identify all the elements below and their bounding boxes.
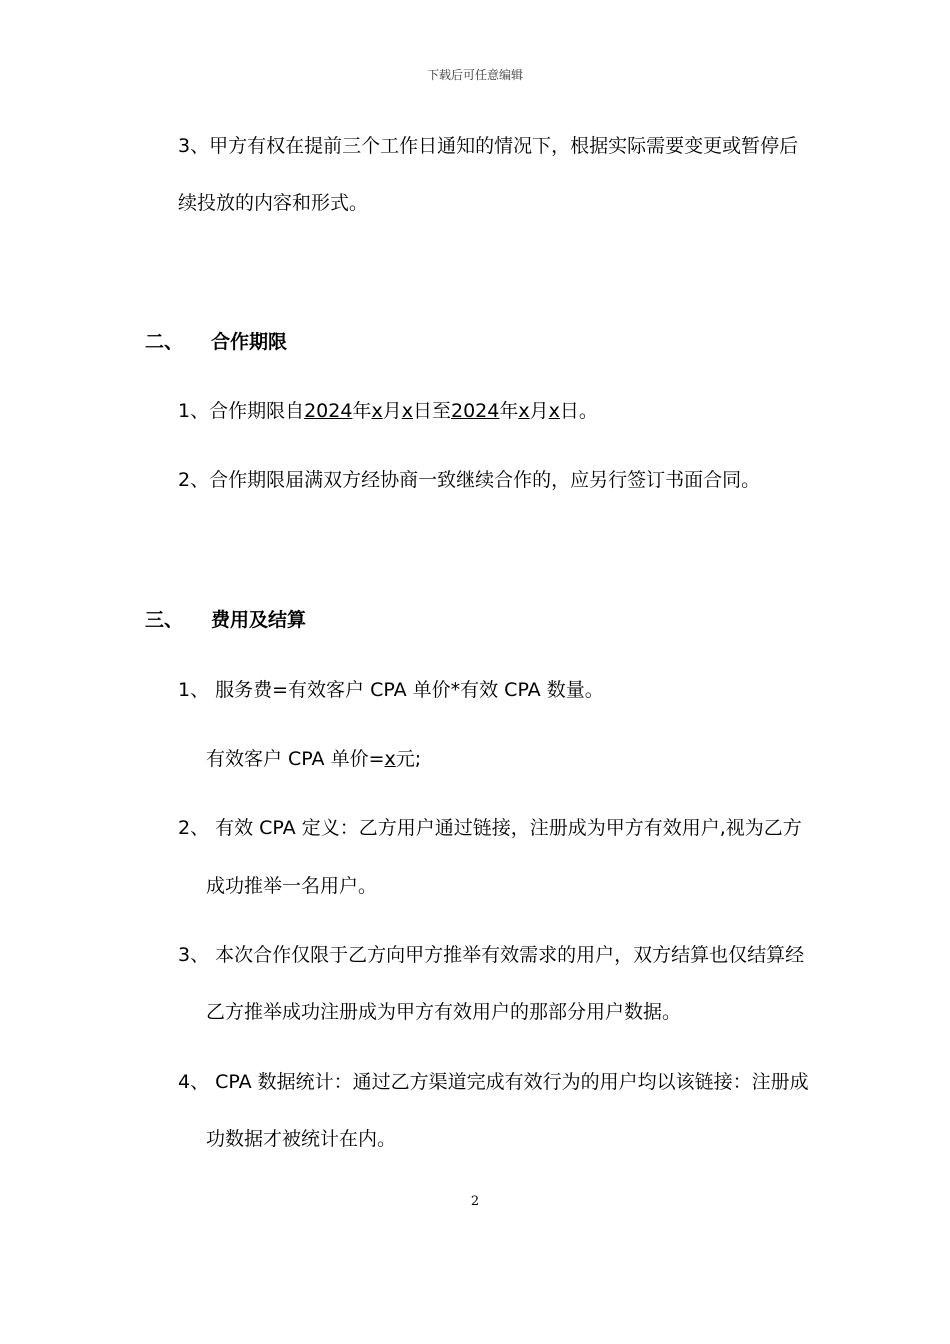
- term-prefix: 1、合作期限自: [178, 400, 305, 422]
- section-2-number: 二、: [145, 331, 184, 353]
- end-month: x: [518, 400, 530, 422]
- start-year: 2024: [304, 400, 353, 422]
- section-3-item-2-line2: 成功推举一名用户。: [206, 875, 378, 897]
- end-year-unit: 年: [499, 400, 519, 422]
- section-3-item-4-line2: 功数据才被统计在内。: [206, 1128, 397, 1150]
- section-3-item-2-line1: 2、 有效 CPA 定义：乙方用户通过链接，注册成为甲方有效用户,视为乙方: [178, 817, 802, 839]
- unit-price-value: x: [384, 748, 396, 770]
- section-2-title: 合作期限: [211, 331, 288, 353]
- section-3-title: 费用及结算: [211, 609, 307, 631]
- end-day-unit: 日。: [559, 400, 598, 422]
- start-month: x: [371, 400, 383, 422]
- section-3-item-4-line1: 4、 CPA 数据统计：通过乙方渠道完成有效行为的用户均以该链接：注册成: [178, 1071, 809, 1093]
- page-header: 下载后可任意编辑: [426, 68, 523, 82]
- section-3-item-3-line1: 3、 本次合作仅限于乙方向甲方推举有效需求的用户，双方结算也仅结算经: [178, 944, 805, 966]
- section-3-item-3-line2: 乙方推举成功注册成为甲方有效用户的那部分用户数据。: [206, 1001, 682, 1023]
- end-day: x: [548, 400, 560, 422]
- page-number: 2: [470, 1194, 480, 1209]
- start-month-unit: 月: [382, 400, 402, 422]
- start-day: x: [401, 400, 413, 422]
- section-3-item-1: 1、 服务费=有效客户 CPA 单价*有效 CPA 数量。: [178, 679, 604, 701]
- section-3-number: 三、: [145, 609, 184, 631]
- end-month-unit: 月: [529, 400, 549, 422]
- section-2-item-1: [178, 397, 598, 425]
- clause-1-3-line2: 续投放的内容和形式。: [178, 192, 369, 214]
- section-2-item-2: 2、合作期限届满双方经协商一致继续合作的，应另行签订书面合同。: [178, 469, 761, 491]
- section-2-heading: [145, 328, 287, 356]
- unit-price-line: [206, 745, 421, 773]
- start-year-unit: 年: [352, 400, 372, 422]
- unit-price-prefix: 有效客户 CPA 单价=: [206, 748, 385, 770]
- clause-1-3-line1: 3、甲方有权在提前三个工作日通知的情况下，根据实际需要变更或暂停后: [178, 135, 799, 157]
- start-day-unit: 日至: [412, 400, 451, 422]
- end-year: 2024: [451, 400, 500, 422]
- section-3-heading: [145, 606, 306, 634]
- unit-price-suffix: 元;: [395, 748, 422, 770]
